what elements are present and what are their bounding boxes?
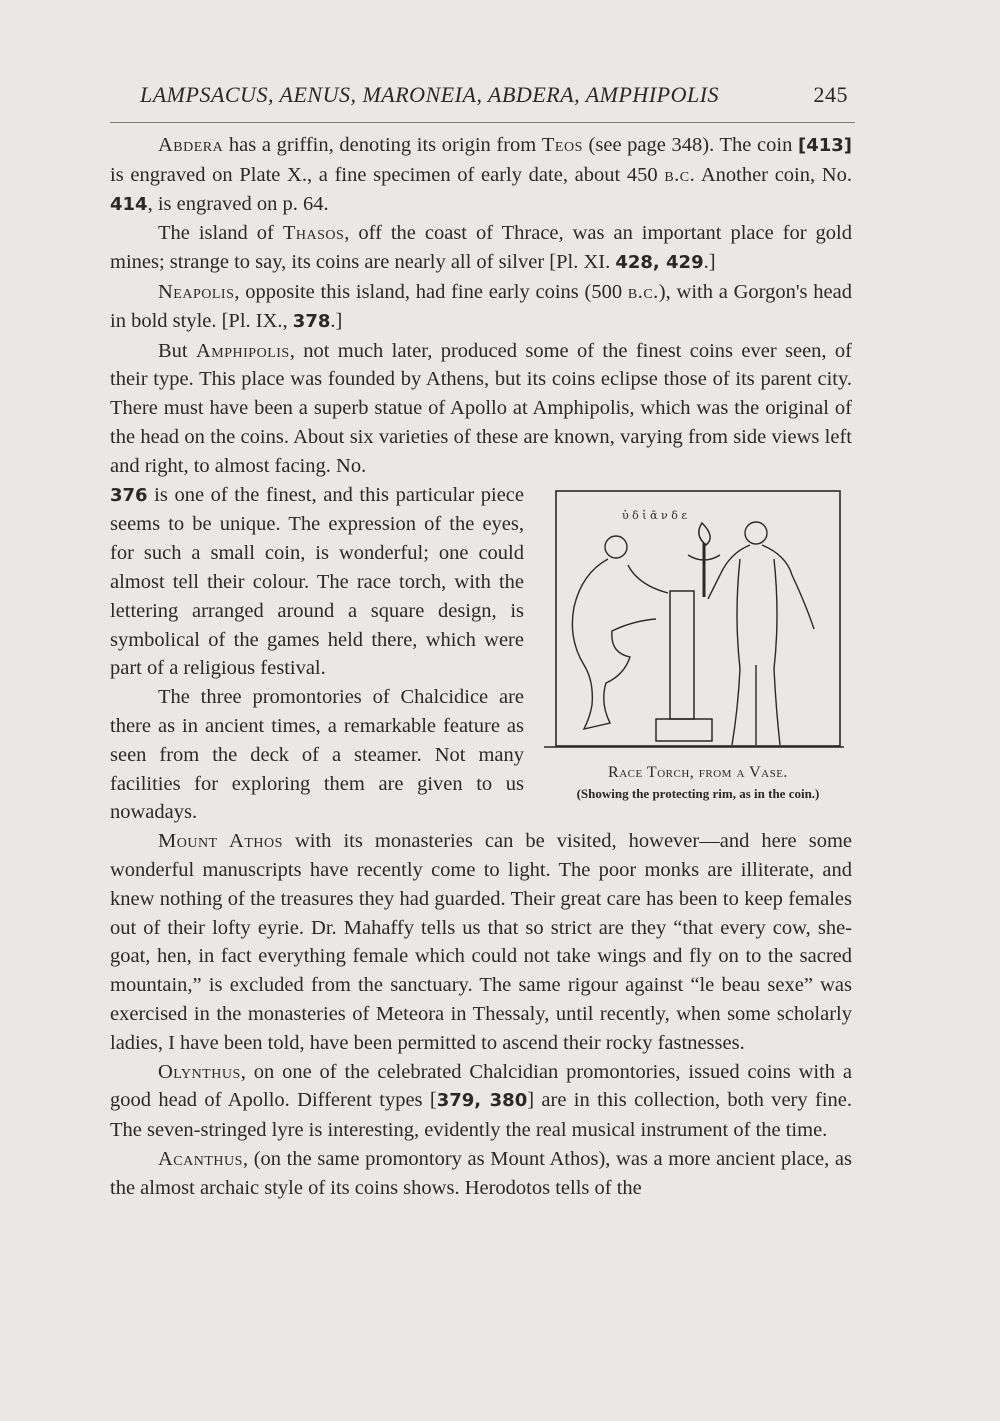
- text-run: .]: [330, 309, 343, 332]
- heading-neapolis: Neapolis: [158, 280, 235, 303]
- figure-subcaption: (Showing the protecting rim, as in the coin.): [576, 785, 820, 801]
- coin-ref: 378: [292, 310, 331, 332]
- text-run: But: [158, 339, 196, 362]
- paragraph-acanthus: [110, 1145, 852, 1203]
- heading-abdera: Abdera: [158, 134, 224, 156]
- heading-acanthus: Acanthus: [158, 1147, 243, 1170]
- header-rule: [110, 122, 855, 123]
- text-run: with its monasteries can be visited, however—and here some wonderful manuscripts have recently come to light. The poor monks are illiterate, and knew nothing of the treasures they had guarded. Their great care has been to keep females out of their lofty eyrie. Dr. Mahaffy tells us that so strict are they “that every cow, she-goat, hen, in fact everything female which could not take wings and fly on to the sacred mountain,” is excluded from the sanctuary. The same rigour against “le beau sexe” was exercised in the monasteries of Meteora in Thessaly, until recently, when some scholarly ladies, I have been told, have been permitted to ascend their rocky fastnesses.: [110, 830, 852, 1054]
- figure-caption: Race Torch, from a Vase.: [608, 763, 788, 781]
- paragraph-thasos: [110, 219, 852, 278]
- text-run: is one of the finest, and this particular piece seems to be unique. The expression of the eyes, for such a small coin, is wonderful; one could almost tell their colour. The race torch, with the lettering arranged around a square design, is symbolical of the games held there, which were part of a religious festival.: [110, 483, 524, 680]
- heading-mount-athos: Mount Athos: [158, 830, 283, 853]
- coin-ref: 379, 380: [436, 1090, 528, 1112]
- body-text: [110, 131, 852, 1202]
- text-run: ), with a Gorgon's head in bold style. [Pl. IX.,: [110, 280, 852, 332]
- text-run: , on one of the celebrated Chalcidian promontories, issued coins with a good head of Apollo. Different types [: [110, 1060, 852, 1112]
- text-run: ] are in this collection, both very fine. The seven-stringed lyre is interesting, evidently the real musical instrument of the time.: [110, 1089, 852, 1142]
- text-run: , not much later, produced some of the finest coins ever seen, of their type. This place was founded by Athens, but its coins eclipse those of its parent city. There must have been a superb statue of Apollo at Amphipolis, which was the original of the head on the coins. About six varieties of these are known, varying from side views left and right, to almost facing. No.: [110, 339, 852, 477]
- text-run: is engraved on Plate X., a fine specimen of early date, about 450: [110, 163, 665, 186]
- running-title: LAMPSACUS, AENUS, MARONEIA, ABDERA, AMPHIPOLIS: [140, 82, 720, 107]
- text-run: has a griffin, denoting its origin from: [223, 134, 542, 156]
- coin-ref: 428, 429: [615, 252, 704, 274]
- text-run: (see page 348). The coin: [582, 134, 798, 156]
- text-run: Another coin, No.: [695, 163, 852, 186]
- vase-illustration: [544, 485, 852, 755]
- text-run: , (on the same promontory as Mount Athos), was a more ancient place, as the almost archaic style of its coins shows. Herodotos tells of the: [110, 1147, 852, 1199]
- paragraph-abdera: [110, 131, 852, 219]
- era-abbr: b.c.: [664, 163, 696, 186]
- paragraph-mount-athos: [110, 827, 852, 1057]
- paragraph-chalcidice: The three promontories of Chalcidice are there as in ancient times, a remarkable feature as seen from the deck of a steamer. Not many facilities for exploring them are given to us nowadays.: [110, 686, 524, 824]
- coin-ref: [413]: [797, 135, 852, 156]
- era-abbr: b.c.: [627, 280, 659, 303]
- heading-olynthus: Olynthus: [158, 1060, 241, 1083]
- running-header: [140, 82, 860, 108]
- heading-amphipolis: Amphipolis: [195, 339, 290, 362]
- paragraph-olynthus: [110, 1058, 852, 1145]
- page-number: 245: [813, 82, 848, 107]
- text-run: The island of: [158, 222, 283, 245]
- heading-thasos: Thasos: [282, 222, 345, 245]
- coin-ref: 376: [110, 484, 148, 506]
- text-run: .]: [703, 251, 716, 274]
- place-teos: Teos: [541, 134, 583, 156]
- text-run: , off the coast of Thrace, was an important place for gold mines; strange to say, its coins are nearly all of silver [Pl. XI.: [110, 222, 852, 274]
- text-run: , opposite this island, had fine early coins (500: [234, 280, 628, 303]
- race-torch-figure: [544, 485, 852, 803]
- text-run: , is engraved on p. 64.: [147, 192, 329, 215]
- paragraph-neapolis: [110, 278, 852, 337]
- vase-inscription: ὐ δ ἰ ᾶ ν δ ε: [622, 508, 688, 522]
- paragraph-amphipolis: [110, 337, 852, 481]
- coin-ref: 414: [110, 193, 148, 215]
